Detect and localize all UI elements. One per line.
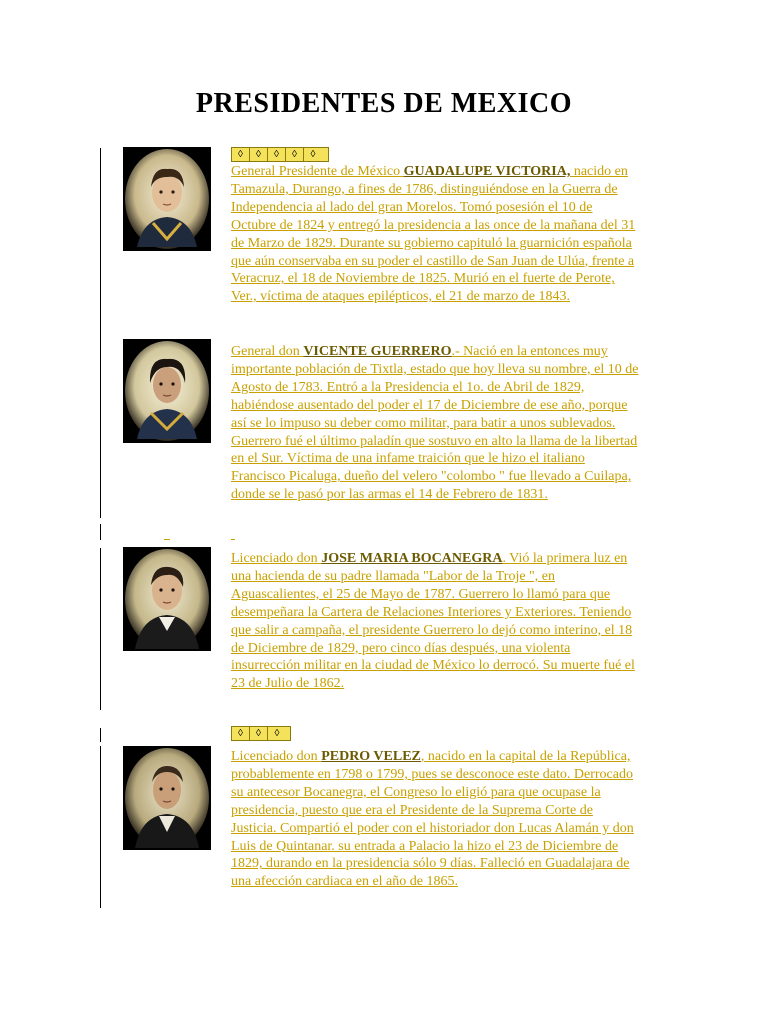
left-rule	[100, 148, 101, 518]
entry-paragraph[interactable]	[231, 163, 639, 306]
entry-prefix[interactable]: Licenciado don	[231, 551, 322, 566]
diamond-link-icon[interactable]: ◊	[232, 148, 250, 161]
president-name[interactable]: VICENTE GUERRERO	[303, 344, 452, 359]
diamond-link-icon[interactable]: ◊	[268, 148, 286, 161]
separator-tick	[231, 539, 235, 540]
icon-bar[interactable]	[231, 147, 329, 162]
portrait-guadalupe-victoria	[123, 147, 211, 251]
entry-text[interactable]: .- Nació en la entonces muy importante población de Tixtla, estado que hoy lleva su nombre, el 10 de Agosto de 1783. Entró a la Presidencia el 1o. de Abril de 1829, habiéndose ausentado del poder el 17 de Diciembre de ese año, porque así se lo impuso su deber como militar, para batir a unos sublevados. Guerrero fué el último paladín que sostuvo en alto la llama de la libertad en el Sur. Víctima de una infame traición que le hizo el italiano Francisco Picaluga, dueño del velero "colombo " fue llevado a Cuilapa, donde se le pasó por las armas el 14 de Febrero de 1831.	[231, 344, 639, 503]
separator-tick	[164, 539, 170, 540]
portrait-jose-maria-bocanegra	[123, 547, 211, 651]
diamond-link-icon[interactable]: ◊	[310, 149, 316, 160]
president-name[interactable]: GUADALUPE VICTORIA,	[403, 164, 571, 179]
entry-text[interactable]: , nacido en la capital de la República, probablemente en 1798 o 1799, pues se desconoce este dato. Derrocado su antecesor Bocanegra, el Congreso lo eligió para que ocupase la presidencia, puesto que era el Presidente de la Suprema Corte de Justicia. Compartió el poder con el historiador don Lucas Alamán y don Luis de Quintanar. su entrada a Palacio la hizo el 23 de Diciembre de 1829, durando en la presidencia sólo 9 días. Falleció en Guadalajara de una afección cardiaca en el año de 1865.	[231, 749, 634, 890]
entry-text[interactable]: . Vió la primera luz en una hacienda de su padre llamada "Labor de la Troje ", en Aguascalientes, el 25 de Mayo de 1787. Guerrero lo llamó para que desempeñara la Cartera de Relaciones Interiores y Exteriores. Teniendo que salir a campaña, el presidente Guerrero lo dejó como interino, el 18 de Diciembre de 1829, pero cinco días después, una violenta insurrección militar en la ciudad de México lo derrocó. Su muerte fué el 23 de Julio de 1862.	[231, 551, 635, 692]
entry-prefix[interactable]: General don	[231, 344, 304, 359]
entry-text[interactable]: nacido en Tamazula, Durango, a fines de 1786, distinguiéndose en la Guerra de Independencia al lado del gran Morelos. Tomó posesión el 10 de Octubre de 1824 y entregó la presidencia a las once de la mañana del 31 de Marzo de 1829. Durante su gobierno capituló la guarnición española que aún conservaba en su poder el castillo de San Juan de Ulúa, frente a Veracruz, el 18 de Noviembre de 1825. Murió en el fuerte de Perote, Ver., víctima de ataques epilépticos, el 21 de marzo de 1843.	[231, 164, 636, 305]
diamond-link-icon[interactable]: ◊	[274, 728, 280, 739]
diamond-link-icon[interactable]: ◊	[250, 727, 268, 740]
entry-paragraph[interactable]	[231, 550, 639, 693]
page-title: PRESIDENTES DE MEXICO	[195, 88, 573, 119]
left-rule	[100, 548, 101, 710]
entry-paragraph[interactable]	[231, 343, 639, 504]
entry-prefix[interactable]: Licenciado don	[231, 749, 322, 764]
president-name[interactable]: JOSE MARIA BOCANEGRA	[321, 551, 503, 566]
diamond-link-icon[interactable]: ◊	[232, 727, 250, 740]
left-rule	[100, 524, 101, 540]
icon-bar[interactable]	[231, 726, 291, 741]
left-rule	[100, 728, 101, 742]
diamond-link-icon[interactable]: ◊	[250, 148, 268, 161]
entry-prefix[interactable]: General Presidente de México	[231, 164, 404, 179]
president-name[interactable]: PEDRO VELEZ	[321, 749, 421, 764]
portrait-vicente-guerrero	[123, 339, 211, 443]
diamond-link-icon[interactable]: ◊	[286, 148, 304, 161]
entry-paragraph[interactable]	[231, 748, 639, 891]
portrait-pedro-velez	[123, 746, 211, 850]
left-rule	[100, 746, 101, 908]
